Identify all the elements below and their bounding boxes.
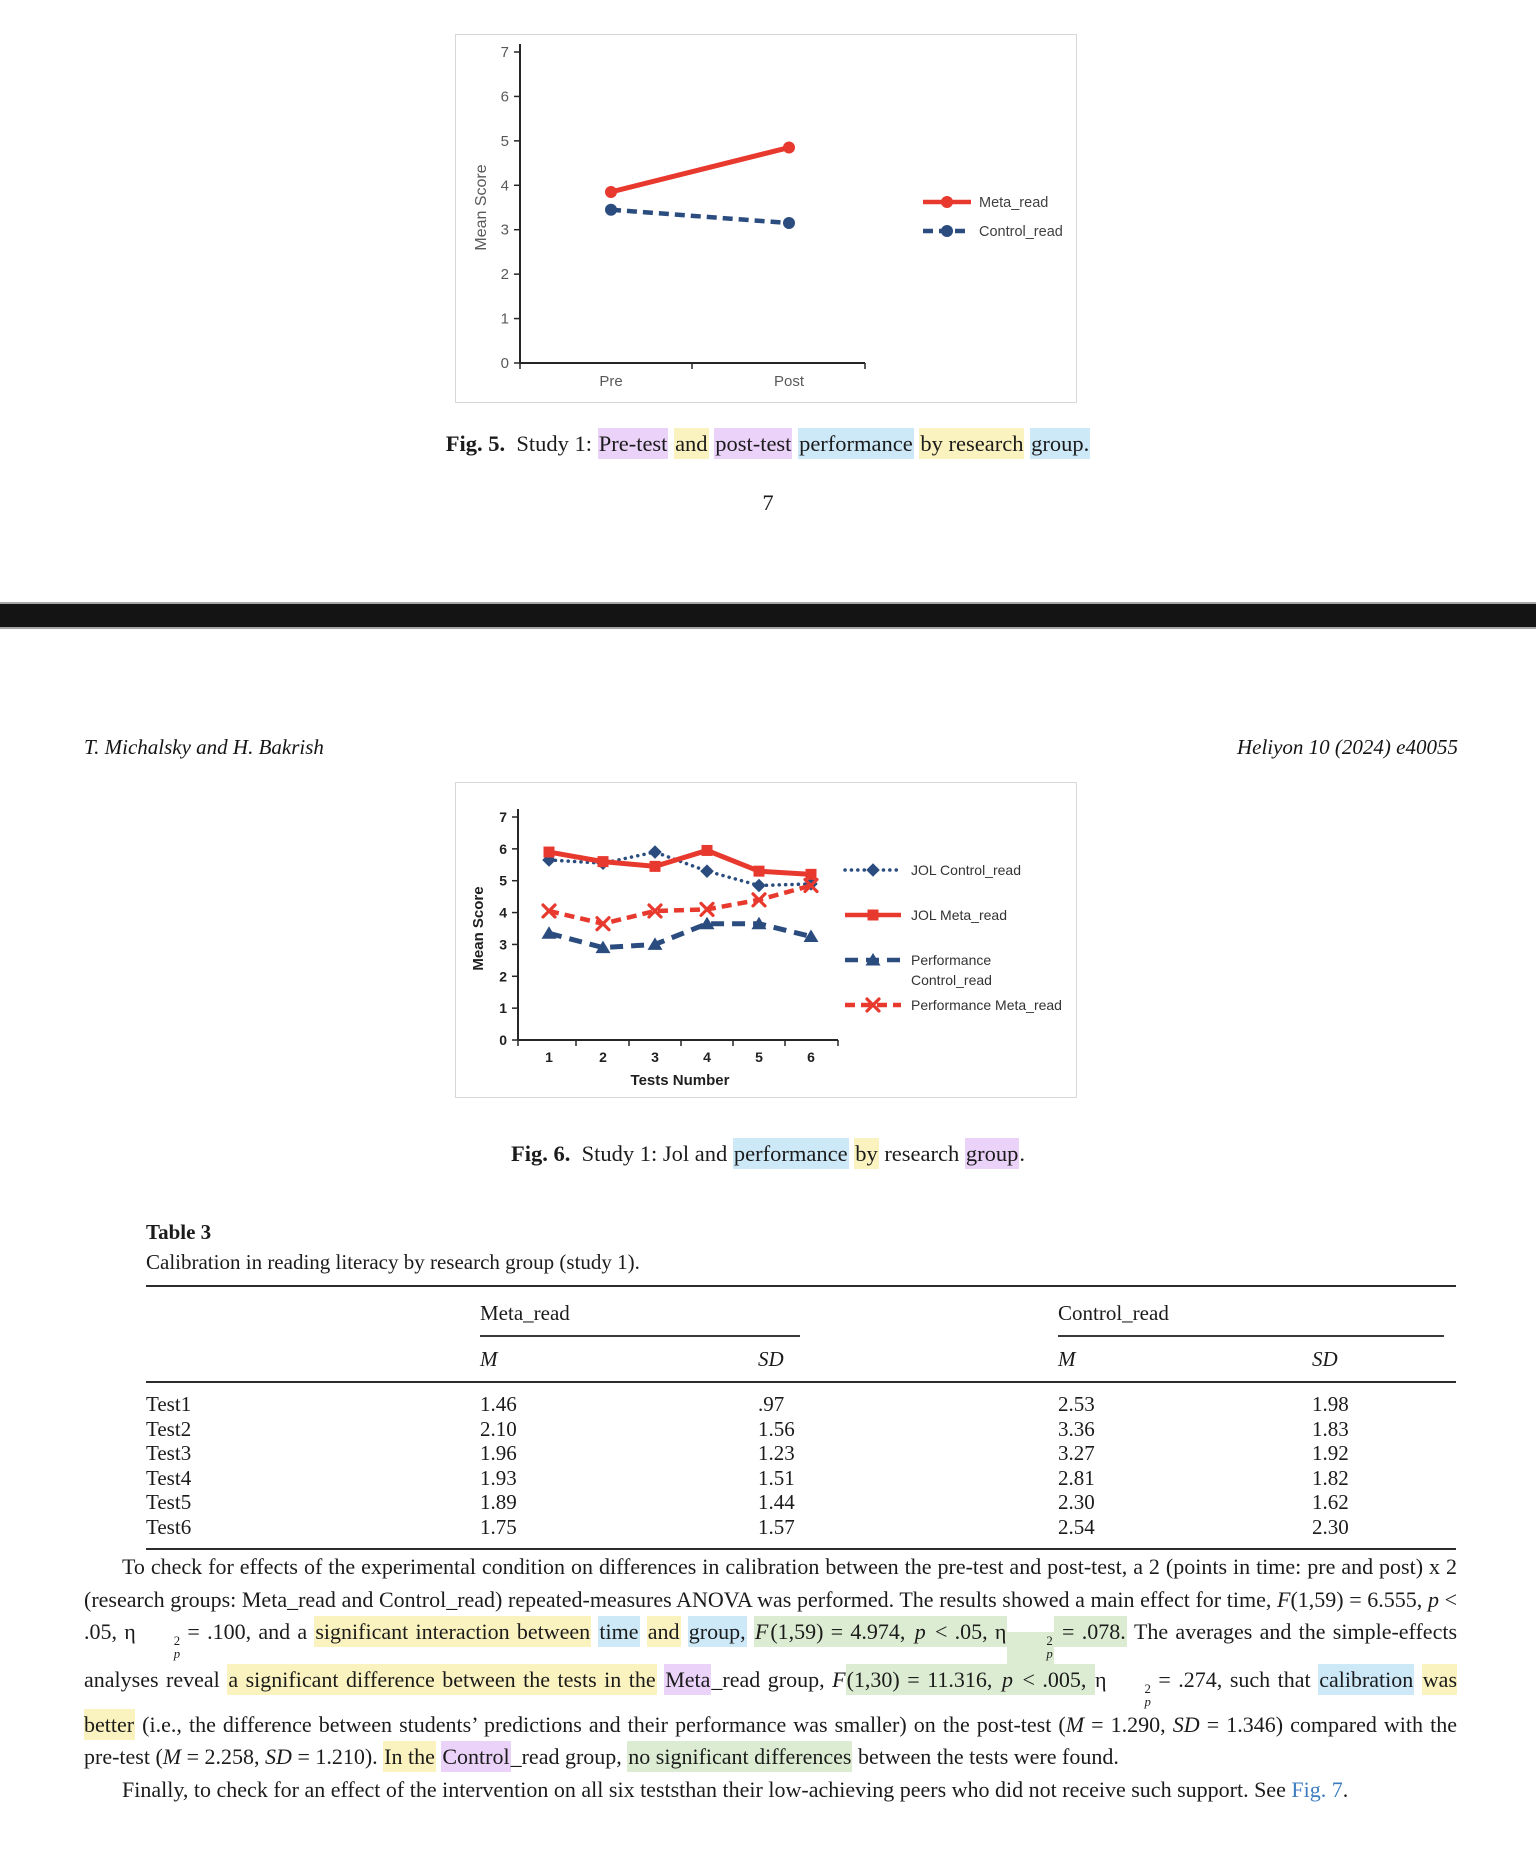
table-cell: 2.30 [1312,1514,1349,1539]
text-segment: Control [441,1741,510,1772]
table-cell: 1.89 [480,1490,517,1515]
y-tick-label: 5 [499,872,507,889]
table-row [146,1382,1456,1417]
marker-square [868,910,879,921]
text-segment: Study 1: Jol and [570,1141,733,1166]
text-segment: M [162,1744,182,1770]
text-segment: and [674,428,709,459]
marker-circle [605,186,617,198]
text-segment: . [1342,1776,1349,1802]
x-tick-label: 5 [755,1049,763,1065]
table-cell: Test1 [146,1392,192,1416]
text-segment: Pre-test [598,428,669,459]
text-segment: Study 1: [505,431,598,456]
marker-square [544,847,555,858]
series-line [549,885,811,923]
y-tick-label: 6 [500,88,509,106]
text-segment: post-test [714,428,792,459]
table-row [146,1515,1456,1549]
marker-diamond [752,879,766,893]
table-cell: 1.44 [758,1490,795,1515]
table-cell: Test2 [146,1416,192,1441]
series-line [611,210,789,223]
table-cell: .97 [758,1392,785,1416]
marker-circle [941,225,953,237]
table-cell: Test4 [146,1465,192,1490]
table-cell: 2.81 [1058,1465,1095,1490]
legend-label: Performance [911,952,992,968]
y-axis-title: Mean Score [473,164,490,251]
table-cell: M [1058,1337,1312,1382]
marker-diamond [700,864,714,878]
table3-title: Table 3 [146,1220,212,1244]
marker-square [806,869,817,880]
text-segment: = 1.290, [1084,1711,1173,1737]
group-header: Meta_read [480,1301,800,1337]
table-cell: 1.56 [758,1416,795,1441]
table-cell: 2.10 [480,1416,517,1441]
table-cell: 1.83 [1312,1416,1349,1441]
figure5-line-chart [456,35,1076,402]
y-tick-label: 3 [500,221,509,239]
y-tick-label: 2 [499,968,507,985]
marker-diamond [648,845,662,859]
marker-square [754,866,765,877]
text-segment: p [1427,1586,1439,1612]
text-segment: Fig. 5. [445,431,506,456]
text-segment: between the tests were found. [852,1744,1119,1770]
text-segment: (i.e., the difference between students’ predictions and their performance was smaller) on the post-test ( [135,1711,1066,1737]
page-break-divider [0,602,1536,629]
marker-square [598,856,609,867]
text-segment: F [754,1616,769,1647]
marker-square [702,845,713,856]
text-segment: a significant difference between the tests in the [227,1664,656,1695]
y-tick-label: 1 [500,310,509,328]
text-segment: (1,30) = 11.316, [846,1664,1001,1695]
y-axis-title: Mean Score [470,886,487,971]
figure6-caption [0,1139,1536,1169]
table-group-header-row [146,1286,1456,1337]
legend-label: Control_read [911,972,992,988]
table-row [146,1466,1456,1491]
y-tick-label: 6 [499,840,507,857]
legend-label: JOL Control_read [911,862,1021,878]
y-tick-label: 7 [499,809,507,825]
y-tick-label: 5 [500,132,509,150]
text-segment: 2 p [1144,1681,1151,1709]
table-row [146,1441,1456,1466]
table-cell: SD [1312,1337,1456,1382]
x-tick-label: 2 [599,1049,607,1065]
paragraph [84,1774,1457,1807]
text-segment: = .078. [1054,1616,1127,1647]
fig7-link[interactable]: Fig. 7 [1291,1776,1343,1802]
marker-circle [941,196,953,208]
table3-table [146,1285,1456,1550]
paragraph [84,1551,1457,1774]
series-line [611,148,789,192]
text-segment [681,1619,688,1644]
x-tick-label: 4 [703,1049,711,1065]
table-cell: 1.51 [758,1465,795,1490]
text-segment: The averages and the simple-effects analyses reveal [84,1619,1458,1692]
table-cell: 1.62 [1312,1490,1349,1515]
text-segment: group. [1030,428,1090,459]
text-segment: group, [688,1616,747,1647]
text-segment: In the [383,1741,436,1772]
y-tick-label: 3 [499,936,507,953]
marker-diamond [866,863,880,877]
x-tick-label: 1 [545,1049,553,1065]
text-segment: Meta [664,1664,711,1695]
text-segment [1414,1667,1422,1692]
x-tick-label: 6 [807,1049,815,1065]
text-segment: group [965,1138,1020,1169]
table-cell [480,1286,1058,1337]
table-cell: 1.93 [480,1465,517,1490]
table-subheader-row [146,1337,1456,1382]
text-segment: F [1277,1586,1291,1612]
marker-circle [783,217,795,229]
text-segment: < .005, [1014,1664,1095,1695]
text-segment [747,1619,754,1644]
table-row [146,1490,1456,1515]
text-segment: 2 p [173,1633,181,1661]
text-segment: performance [733,1138,849,1169]
table-cell: SD [758,1337,1058,1382]
text-segment: SD [265,1744,292,1770]
text-segment: calibration [1318,1664,1414,1695]
table-cell: M [480,1337,758,1382]
table-cell: 1.57 [758,1514,795,1539]
text-segment: _read group, [510,1744,628,1770]
text-segment: Fig. 6. [510,1141,571,1166]
table-cell [1058,1286,1456,1337]
group-header: Control_read [1058,1301,1444,1337]
text-segment: . [1019,1141,1026,1166]
text-segment: Finally, to check for an effect of the intervention on all six teststhan their low-achieving peers who did not receive such support. See [122,1776,1292,1802]
table-cell: 2.30 [1058,1490,1095,1515]
y-tick-label: 2 [500,266,509,284]
table-cell: 1.75 [480,1514,517,1539]
text-segment: To check for effects of the experimental condition on differences in calibration between the pre-test and post-test, a 2 (points in time: pre and post) x 2 (research groups: Meta_read and Control_read) repeated-measures ANOVA was performed. The results showed a main effect for time, [84,1554,1457,1612]
figure6-chart-container [455,782,1077,1098]
text-segment: F [832,1666,846,1692]
text-segment: by research [919,428,1024,459]
table-cell: Test6 [146,1514,192,1539]
y-tick-label: 1 [499,1000,507,1017]
table-cell: 1.82 [1312,1465,1349,1490]
table-cell: 2.53 [1058,1392,1095,1416]
text-segment: 2 p [1007,1632,1053,1664]
authors-header: T. Michalsky and H. Bakrish [84,735,324,759]
legend-label: Performance Meta_read [911,997,1062,1013]
table-cell: 2.54 [1058,1514,1095,1539]
marker-square [650,861,661,872]
table-cell: 3.27 [1058,1441,1095,1466]
text-segment: < .05, η [927,1616,1008,1647]
running-header [84,735,1458,760]
series-line [549,924,811,948]
table-cell: 1.46 [480,1392,517,1416]
x-tick-label: Post [773,373,805,390]
table-row [146,1417,1456,1442]
table3-section [146,1220,1456,1550]
text-segment: significant interaction between [314,1616,591,1647]
table-cell: 3.36 [1058,1416,1095,1441]
text-segment: performance [798,428,914,459]
marker-circle [783,142,795,154]
legend-label: Meta_read [979,195,1049,211]
text-segment: time [598,1616,639,1647]
figure5-chart-container [455,34,1077,403]
text-segment: = .274, such that [1150,1666,1319,1692]
text-segment: = .100, and a [180,1619,315,1645]
y-tick-label: 4 [500,177,509,195]
text-segment: η [1094,1666,1107,1692]
legend-label: Control_read [979,224,1063,240]
text-segment: _read group, [711,1666,833,1692]
marker-circle [605,204,617,216]
text-segment: (1,59) = 6.555, [1290,1586,1428,1612]
x-tick-label: 3 [651,1049,659,1065]
table-cell: Test3 [146,1441,192,1466]
table-cell: 1.98 [1312,1392,1349,1416]
table3-subtitle: Calibration in reading literacy by research group (study 1). [146,1250,640,1274]
x-axis-title: Tests Number [630,1072,730,1089]
table-cell [146,1337,480,1382]
journal-header: Heliyon 10 (2024) e40055 [1236,735,1458,759]
y-tick-label: 7 [500,44,509,61]
text-segment: = 1.210). [291,1744,384,1770]
text-segment: by [854,1138,879,1169]
figure6-line-chart [456,783,1076,1097]
text-segment [640,1619,647,1644]
text-segment: M [1065,1711,1085,1737]
text-segment: research [878,1141,965,1166]
table-cell: 1.92 [1312,1441,1349,1466]
text-segment: = 2.258, [181,1744,266,1770]
text-segment: SD [1172,1711,1200,1737]
x-tick-label: Pre [599,373,623,390]
text-segment: = 1.346) compared with the pre-test ( [84,1711,1457,1770]
figure5-caption [0,429,1536,459]
table-cell: 1.23 [758,1441,795,1466]
text-segment: < .05, η [84,1586,1457,1645]
table-cell: Test5 [146,1490,192,1515]
table-cell: 1.96 [480,1441,517,1466]
y-tick-label: 0 [500,355,509,372]
text-segment: was better [84,1664,1457,1740]
text-segment: and [647,1616,681,1647]
y-tick-label: 0 [499,1032,507,1048]
y-tick-label: 4 [499,904,507,921]
text-segment: p [914,1616,927,1647]
table-cell [146,1286,480,1337]
text-segment: no significant differences [627,1741,852,1772]
legend-label: JOL Meta_read [911,907,1007,923]
text-segment: p [1001,1664,1014,1695]
page-number: 7 [762,490,774,515]
body-text [84,1551,1457,1807]
text-segment: (1,59) = 4.974, [769,1616,913,1647]
